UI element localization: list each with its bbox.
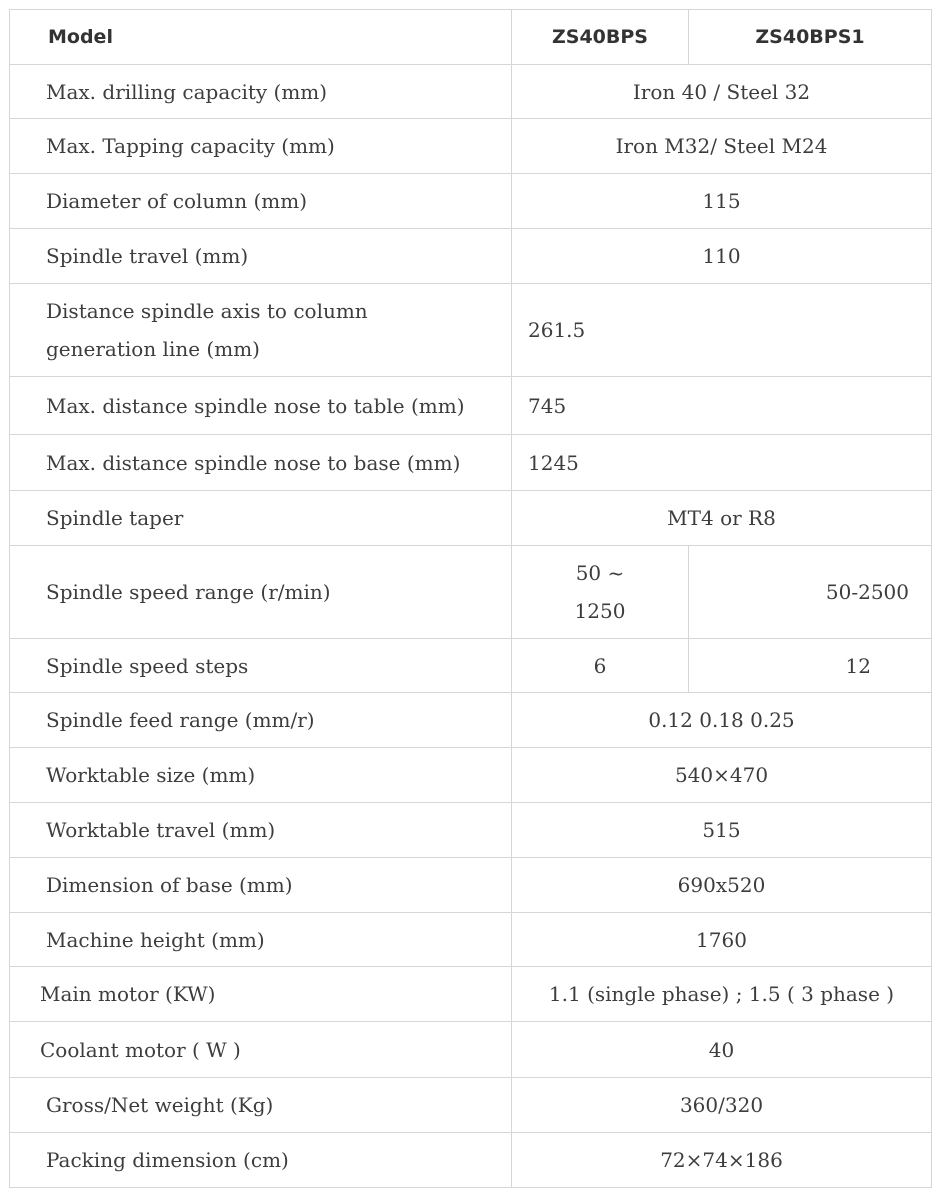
table-row (10, 435, 932, 491)
row-value: 0.12 0.18 0.25 (512, 693, 932, 748)
row-label: Gross/Net weight (Kg) (10, 1078, 512, 1133)
row-label: Max. distance spindle nose to base (mm) (10, 435, 512, 491)
table-row (10, 803, 932, 858)
row-value: 515 (512, 803, 932, 858)
header-col-zs40bps: ZS40BPS (512, 10, 689, 65)
table-row (10, 1078, 932, 1133)
row-label: Packing dimension (cm) (10, 1133, 512, 1188)
row-label: Spindle taper (10, 491, 512, 546)
row-label: Diameter of column (mm) (10, 174, 512, 229)
header-model-label: Model (10, 10, 512, 65)
row-value: 261.5 (512, 284, 932, 377)
table-row (10, 284, 932, 377)
table-row (10, 174, 932, 229)
table-row (10, 1133, 932, 1188)
table-row (10, 491, 932, 546)
table-row (10, 119, 932, 174)
table-row (10, 65, 932, 119)
table-row (10, 858, 932, 913)
row-value: 690x520 (512, 858, 932, 913)
row-value: 40 (512, 1022, 932, 1078)
row-label: Max. Tapping capacity (mm) (10, 119, 512, 174)
table-row (10, 1022, 932, 1078)
table-row (10, 913, 932, 967)
row-value: 540×470 (512, 748, 932, 803)
table-row (10, 639, 932, 693)
row-value-zs40bps1: 12 (689, 639, 932, 693)
table-row (10, 546, 932, 639)
row-label: Worktable travel (mm) (10, 803, 512, 858)
header-col-zs40bps1: ZS40BPS1 (689, 10, 932, 65)
row-label: Spindle travel (mm) (10, 229, 512, 284)
row-value-zs40bps: 50 ~ 1250 (512, 546, 689, 639)
row-value-zs40bps1: 50-2500 (689, 546, 932, 639)
row-value: 72×74×186 (512, 1133, 932, 1188)
row-value: Iron M32/ Steel M24 (512, 119, 932, 174)
row-label: Worktable size (mm) (10, 748, 512, 803)
row-value-zs40bps: 6 (512, 639, 689, 693)
row-value: 110 (512, 229, 932, 284)
table-row (10, 693, 932, 748)
row-label: Spindle speed steps (10, 639, 512, 693)
row-value: 360/320 (512, 1078, 932, 1133)
row-label: Max. drilling capacity (mm) (10, 65, 512, 119)
table-row (10, 229, 932, 284)
row-label: Spindle speed range (r/min) (10, 546, 512, 639)
row-value: 1245 (512, 435, 932, 491)
row-value: 1760 (512, 913, 932, 967)
row-value: Iron 40 / Steel 32 (512, 65, 932, 119)
row-label: Max. distance spindle nose to table (mm) (10, 377, 512, 435)
row-label: Coolant motor ( W ) (10, 1022, 512, 1078)
row-label: Machine height (mm) (10, 913, 512, 967)
table-row (10, 748, 932, 803)
row-label: Dimension of base (mm) (10, 858, 512, 913)
row-label: Main motor (KW) (10, 967, 512, 1022)
row-label: Distance spindle axis to column generation line (mm) (10, 284, 512, 377)
row-value: 1.1 (single phase) ; 1.5 ( 3 phase ) (512, 967, 932, 1022)
spec-table (9, 9, 932, 1188)
row-label: Spindle feed range (mm/r) (10, 693, 512, 748)
header-row (10, 10, 932, 65)
row-value: MT4 or R8 (512, 491, 932, 546)
table-row (10, 377, 932, 435)
spec-table-container (9, 9, 931, 1188)
row-value: 745 (512, 377, 932, 435)
row-value: 115 (512, 174, 932, 229)
table-row (10, 967, 932, 1022)
